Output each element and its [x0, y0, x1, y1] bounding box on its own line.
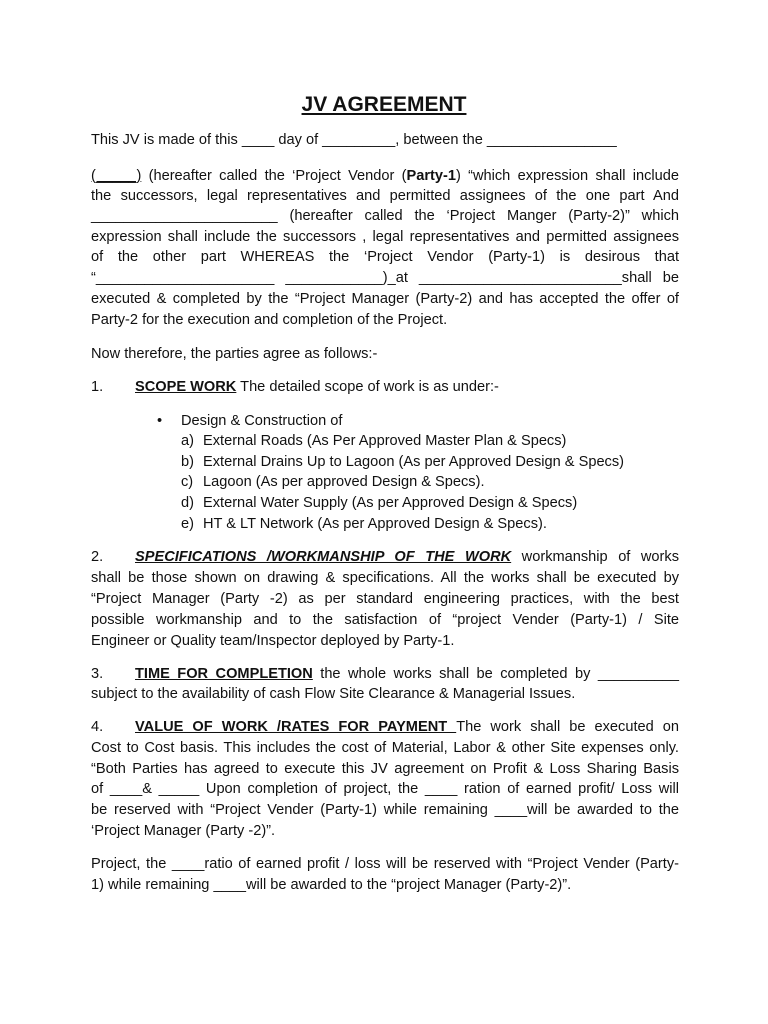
- section-2-line-5: Engineer or Quality team/Inspector deployed by Party-1.: [91, 633, 455, 649]
- section-heading: SCOPE WORK: [135, 379, 237, 395]
- intro-line-4: _______________________ (hereafter called the ‘Project Manger (Party-2)” which: [91, 208, 679, 224]
- bullet-item: • Design & Construction of: [157, 413, 343, 429]
- section-4-line-6: ‘Project Manager (Party -2)”.: [91, 823, 276, 839]
- section-4-line-4: of ____& _____ Upon completion of project, the ____ ration of earned profit/ Loss will: [91, 781, 679, 797]
- scope-item-a: a) External Roads (As Per Approved Master Plan & Specs): [181, 433, 567, 449]
- section-4-line-1: 4. VALUE OF WORK /RATES FOR PAYMENT The work shall be executed on: [91, 719, 679, 735]
- intro-line-2: (_____) (hereafter called the ‘Project Vendor (Party-1) “which expression shall include: [91, 168, 679, 184]
- section-2-line-2: shall be those shown on drawing & specifications. All the works shall be executed by: [91, 570, 679, 586]
- now-therefore: Now therefore, the parties agree as follows:-: [91, 346, 378, 362]
- intro-line-5: expression shall include the successors , legal representatives and permitted assignees: [91, 229, 679, 245]
- section-2-line-1: 2. SPECIFICATIONS /WORKMANSHIP OF THE WORK workmanship of works: [91, 549, 679, 565]
- section-heading: SPECIFICATIONS /WORKMANSHIP OF THE WORK: [135, 549, 512, 565]
- party1-blank: (_____): [91, 168, 142, 184]
- closing-line-2: 1) while remaining ____will be awarded to the “project Manager (Party-2)”.: [91, 877, 572, 893]
- intro-line-6: of the other part WHEREAS the ‘Project Vendor (Party-1) is desirous that: [91, 249, 679, 265]
- intro-line-1: This JV is made of this ____ day of _________, between the ________________: [91, 132, 617, 148]
- closing-line-1: Project, the ____ratio of earned profit / loss will be reserved with “Project Vender (Party-: [91, 856, 679, 872]
- section-number: 3.: [91, 666, 104, 682]
- section-number: 4.: [91, 719, 104, 735]
- scope-item-e: e) HT & LT Network (As per Approved Design & Specs).: [181, 516, 547, 532]
- section-3-line-1: 3. TIME FOR COMPLETION the whole works shall be completed by __________: [91, 666, 679, 682]
- section-2-line-3: “Project Manager (Party -2) as per standard engineering practices, with the best: [91, 591, 679, 607]
- scope-item-b: b) External Drains Up to Lagoon (As per Approved Design & Specs): [181, 454, 625, 470]
- page-title: JV AGREEMENT: [301, 93, 467, 116]
- intro-line-7: “______________________ ____________)_at _________________________shall be: [91, 270, 679, 286]
- scope-item-d: d) External Water Supply (As per Approved Design & Specs): [181, 495, 578, 511]
- intro-line-9: Party-2 for the execution and completion of the Project.: [91, 312, 448, 328]
- section-4-line-2: Cost to Cost basis. This includes the cost of Material, Labor & other Site expenses only.: [91, 740, 679, 756]
- party1-label: Party-1: [406, 168, 456, 184]
- section-2-line-4: possible workmanship and to the satisfaction of “project Vender (Party-1) / Site: [91, 612, 679, 628]
- section-3-line-2: subject to the availability of cash Flow Site Clearance & Managerial Issues.: [91, 686, 576, 702]
- bullet-icon: •: [157, 413, 163, 429]
- section-1-heading-line: 1. SCOPE WORK The detailed scope of work is as under:-: [91, 379, 499, 395]
- section-heading: VALUE OF WORK /RATES FOR PAYMENT: [135, 719, 457, 735]
- intro-line-3: the successors, legal representatives and permitted assignees of the one part And: [91, 188, 679, 204]
- section-4-line-3: “Both Parties has agreed to execute this JV agreement on Profit & Loss Sharing Basis: [91, 761, 679, 777]
- intro-line-8: executed & completed by the “Project Manager (Party-2) and has accepted the offer of: [91, 291, 679, 307]
- section-number: 1.: [91, 379, 104, 395]
- scope-item-c: c) Lagoon (As per approved Design & Specs).: [181, 474, 485, 490]
- section-heading: TIME FOR COMPLETION: [135, 666, 313, 682]
- section-number: 2.: [91, 549, 104, 565]
- section-4-line-5: be reserved with “Project Vender (Party-1) while remaining ____will be awarded to the: [91, 802, 679, 818]
